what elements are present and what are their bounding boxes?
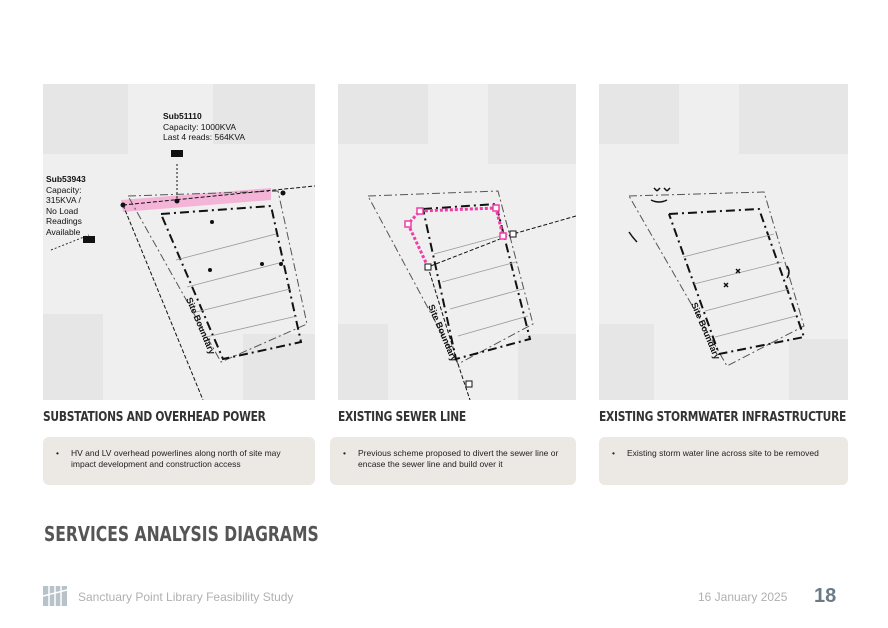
page-number: 18 (814, 585, 837, 607)
note-stormwater (599, 437, 848, 485)
stormwater-site-plan (599, 84, 848, 400)
note-text: Existing storm water line across site to be removed (627, 448, 819, 458)
bullet: • (612, 448, 615, 458)
heading-sewer: EXISTING SEWER LINE (338, 410, 466, 425)
site-boundary-label: Site Boundary (426, 302, 460, 363)
sub53943-label: Sub53943 Capacity: 315KVA / No Load Readings Available (46, 174, 86, 237)
heading-stormwater: EXISTING STORMWATER INFRASTRUCTURE (599, 410, 847, 425)
diagram-panel-power (43, 84, 315, 400)
page-title: SERVICES ANALYSIS DIAGRAMS (44, 522, 319, 546)
site-boundary-label: Site Boundary (689, 300, 723, 361)
logo-icon (43, 586, 67, 606)
powerline-highlight (121, 188, 271, 212)
substation-icon (83, 236, 95, 243)
note-power (43, 437, 315, 485)
sub51110-label: Sub51110 Capacity: 1000KVA Last 4 reads: 564KVA (163, 111, 246, 142)
note-sewer (330, 437, 576, 485)
site-boundary-label: Site Boundary (184, 295, 218, 356)
note-text: Previous scheme proposed to divert the sewer line or encase the sewer line and build over it (358, 448, 559, 469)
diagram-panel-sewer (338, 84, 576, 400)
sewer-site-plan (338, 84, 576, 400)
substation-icon (171, 150, 183, 157)
footer-date: 16 January 2025 (698, 590, 788, 604)
stormwater-pit-icon (629, 188, 789, 287)
footer-study-title: Sanctuary Point Library Feasibility Study (78, 590, 294, 604)
diagram-panel-stormwater (599, 84, 848, 400)
heading-power: SUBSTATIONS AND OVERHEAD POWER (43, 410, 266, 425)
note-text: HV and LV overhead powerlines along north of site may impact development and construction access (71, 448, 281, 469)
bullet: • (56, 448, 59, 458)
bullet: • (343, 448, 346, 458)
